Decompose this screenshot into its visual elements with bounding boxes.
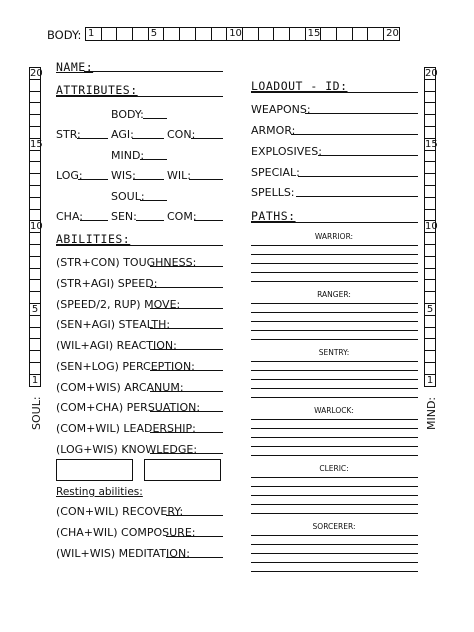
soul-track-cell[interactable]: 20 — [30, 68, 43, 79]
ability-label: (COM+WIL) LEADERSHIP: — [56, 422, 196, 435]
loadout-rule — [251, 92, 418, 93]
body-track-cell[interactable] — [368, 28, 384, 40]
soul-track-cell[interactable] — [30, 328, 40, 340]
path-line[interactable] — [251, 446, 418, 447]
body-track-cell[interactable]: 10 — [229, 28, 242, 39]
loadout-field[interactable] — [298, 176, 418, 177]
blank-box-left[interactable] — [56, 459, 133, 481]
mind-track-cell[interactable]: 5 — [426, 303, 434, 315]
path-line[interactable] — [251, 477, 418, 478]
mind-track-cell[interactable] — [425, 174, 435, 186]
loadout-label: EXPLOSIVES: — [251, 145, 322, 158]
ability-field[interactable] — [150, 266, 223, 267]
agi-field[interactable] — [132, 138, 164, 139]
mind-label: MIND: — [111, 149, 145, 162]
soul-field[interactable] — [140, 200, 167, 201]
mind-track-cell[interactable]: 20 — [425, 68, 438, 79]
soul-track-cell[interactable] — [30, 280, 40, 292]
soul-track-cell[interactable]: 1 — [31, 374, 39, 386]
mind-track-cell[interactable] — [425, 80, 435, 92]
soul-track-cell[interactable] — [30, 292, 40, 304]
mind-track-cell[interactable]: 1 — [426, 374, 434, 386]
cha-label: CHA: — [56, 210, 83, 223]
mind-track-cell[interactable] — [425, 257, 435, 269]
soul-track-cell[interactable] — [30, 269, 40, 281]
ability-label: (SPEED/2, RUP) MOVE: — [56, 298, 181, 311]
abilities-heading: ABILITIES: — [56, 232, 131, 246]
path-line[interactable] — [251, 339, 418, 340]
mind-track-cell[interactable]: 10 — [425, 221, 438, 233]
path-line[interactable] — [251, 303, 418, 304]
path-title: SENTRY: — [318, 348, 350, 357]
soul-track[interactable] — [29, 67, 41, 387]
soul-track-cell[interactable]: 5 — [31, 303, 39, 315]
mind-field[interactable] — [140, 159, 167, 160]
loadout-field[interactable] — [291, 134, 418, 135]
ability-field[interactable] — [150, 370, 223, 371]
body-track-cell[interactable] — [196, 28, 212, 40]
path-title: WARLOCK: — [314, 406, 354, 415]
ability-label: (COM+WIS) ARCANUM: — [56, 381, 184, 394]
sen-label: SEN: — [111, 210, 137, 223]
mind-track-cell[interactable] — [425, 127, 435, 139]
mind-track-cell[interactable]: 15 — [425, 138, 438, 150]
path-line[interactable] — [251, 455, 418, 456]
body-track-cell[interactable]: 15 — [307, 28, 321, 39]
soul-track-cell[interactable] — [30, 92, 40, 104]
path-title: CLERIC: — [319, 464, 349, 473]
paths-rule — [251, 222, 418, 223]
mind-track-cell[interactable] — [425, 363, 435, 375]
sen-field[interactable] — [136, 220, 164, 221]
wis-label: WIS: — [111, 169, 136, 182]
soul-track-cell[interactable] — [30, 174, 40, 186]
body-track-cell[interactable] — [117, 28, 133, 40]
path-line[interactable] — [251, 370, 418, 371]
path-title: RANGER: — [317, 290, 351, 299]
path-line[interactable] — [251, 321, 418, 322]
soul-track-cell[interactable] — [30, 245, 40, 257]
body-track-cell[interactable]: 20 — [386, 28, 399, 39]
path-line[interactable] — [251, 553, 418, 554]
path-line[interactable] — [251, 535, 418, 536]
com-field[interactable] — [194, 220, 223, 221]
path-line[interactable] — [251, 428, 418, 429]
paths-heading: PATHS: — [251, 209, 296, 223]
loadout-field[interactable] — [305, 113, 418, 114]
loadout-label: ARMOR: — [251, 124, 296, 137]
soul-track-cell[interactable] — [30, 233, 40, 245]
mind-track-cell[interactable] — [425, 328, 435, 340]
ability-field[interactable] — [150, 453, 223, 454]
resting-ability-field[interactable] — [166, 536, 223, 537]
mind-track-cell[interactable] — [425, 103, 435, 115]
path-line[interactable] — [251, 419, 418, 420]
path-line[interactable] — [251, 361, 418, 362]
ability-label: (STR+AGI) SPEED: — [56, 277, 158, 290]
ability-field[interactable] — [150, 432, 223, 433]
path-line[interactable] — [251, 254, 418, 255]
path-line[interactable] — [251, 562, 418, 563]
body-track-cell[interactable] — [353, 28, 369, 40]
con-label: CON: — [167, 128, 196, 141]
body-field[interactable] — [143, 118, 167, 119]
soul-track-cell[interactable] — [30, 198, 40, 210]
path-line[interactable] — [251, 544, 418, 545]
log-field[interactable] — [78, 179, 108, 180]
mind-track-cell[interactable] — [425, 292, 435, 304]
soul-track-cell[interactable] — [30, 103, 40, 115]
path-line[interactable] — [251, 263, 418, 264]
path-line[interactable] — [251, 388, 418, 389]
wil-label: WIL: — [167, 169, 191, 182]
path-line[interactable] — [251, 312, 418, 313]
ability-field[interactable] — [150, 287, 223, 288]
resting-ability-label: (CON+WIL) RECOVERY: — [56, 505, 184, 518]
path-line[interactable] — [251, 495, 418, 496]
path-line[interactable] — [251, 513, 418, 514]
path-line[interactable] — [251, 245, 418, 246]
resting-ability-label: (WIL+WIS) MEDITATION: — [56, 547, 190, 560]
loadout-field[interactable] — [318, 155, 418, 156]
resting-ability-field[interactable] — [166, 557, 223, 558]
loadout-label: WEAPONS: — [251, 103, 311, 116]
agi-label: AGI: — [111, 128, 134, 141]
mind-track-cell[interactable] — [425, 316, 435, 328]
mind-track-cell[interactable] — [425, 280, 435, 292]
soul-track-cell[interactable]: 15 — [30, 138, 43, 150]
mind-track-label: MIND: — [425, 396, 438, 430]
resting-heading: Resting abilities: — [56, 486, 143, 498]
body-track-cell[interactable] — [337, 28, 353, 40]
ability-label: (STR+CON) TOUGHNESS: — [56, 256, 197, 269]
body-track-cell[interactable] — [259, 28, 275, 40]
con-field[interactable] — [191, 138, 223, 139]
mind-track-cell[interactable] — [425, 151, 435, 163]
soul-track-cell[interactable] — [30, 210, 40, 222]
soul-track-cell[interactable] — [30, 186, 40, 198]
mind-track-cell[interactable] — [425, 186, 435, 198]
mind-track-cell[interactable] — [425, 162, 435, 174]
log-label: LOG: — [56, 169, 83, 182]
body-track-label: BODY: — [47, 28, 82, 42]
ability-label: (WIL+AGI) REACTION: — [56, 339, 177, 352]
path-line[interactable] — [251, 330, 418, 331]
path-line[interactable] — [251, 437, 418, 438]
soul-track-cell[interactable] — [30, 257, 40, 269]
path-line[interactable] — [251, 272, 418, 273]
loadout-label: SPELLS: — [251, 186, 295, 199]
blank-box-right[interactable] — [144, 459, 221, 481]
body-track-cell[interactable]: 5 — [149, 28, 165, 40]
attributes-heading: ATTRIBUTES: — [56, 83, 138, 97]
resting-ability-field[interactable] — [166, 515, 223, 516]
mind-track-cell[interactable] — [425, 351, 435, 363]
path-line[interactable] — [251, 379, 418, 380]
body-label: BODY: — [111, 108, 144, 121]
body-track-cell[interactable] — [102, 28, 118, 40]
ability-field[interactable] — [150, 411, 223, 412]
com-label: COM: — [167, 210, 197, 223]
body-track-cell[interactable] — [290, 28, 306, 40]
mind-track-cell[interactable] — [425, 269, 435, 281]
resting-ability-label: (CHA+WIL) COMPOSURE: — [56, 526, 196, 539]
mind-track-cell[interactable] — [425, 233, 435, 245]
name-field[interactable] — [84, 71, 223, 72]
soul-track-cell[interactable] — [30, 351, 40, 363]
body-track-cell[interactable] — [274, 28, 290, 40]
path-line[interactable] — [251, 397, 418, 398]
body-track-cell[interactable] — [180, 28, 196, 40]
str-field[interactable] — [77, 138, 108, 139]
mind-track-cell[interactable] — [425, 245, 435, 257]
soul-track-cell[interactable] — [30, 115, 40, 127]
str-label: STR: — [56, 128, 81, 141]
body-track[interactable] — [85, 27, 400, 41]
loadout-label: SPECIAL: — [251, 166, 300, 179]
mind-track-cell[interactable] — [425, 115, 435, 127]
body-track-cell[interactable] — [164, 28, 180, 40]
loadout-field[interactable] — [296, 196, 418, 197]
ability-label: (COM+CHA) PERSUATION: — [56, 401, 201, 414]
ability-field[interactable] — [150, 391, 223, 392]
soul-track-cell[interactable] — [30, 162, 40, 174]
soul-track-cell[interactable] — [30, 127, 40, 139]
mind-track-cell[interactable] — [425, 210, 435, 222]
body-track-cell[interactable] — [133, 28, 149, 40]
ability-field[interactable] — [150, 328, 223, 329]
path-title: SORCERER: — [312, 522, 356, 531]
ability-label: (SEN+AGI) STEALTH: — [56, 318, 171, 331]
loadout-heading: LOADOUT - ID: — [251, 79, 348, 93]
ability-label: (SEN+LOG) PERCEPTION: — [56, 360, 195, 373]
body-track-cell[interactable] — [321, 28, 337, 40]
body-track-cell[interactable]: 1 — [86, 28, 102, 40]
mind-track[interactable] — [424, 67, 436, 387]
soul-track-label: SOUL: — [30, 396, 43, 430]
path-title: WARRIOR: — [314, 232, 354, 241]
soul-track-cell[interactable] — [30, 151, 40, 163]
body-track-cell[interactable] — [243, 28, 259, 40]
soul-label: SOUL: — [111, 190, 145, 203]
soul-track-cell[interactable]: 10 — [30, 221, 43, 233]
path-line[interactable] — [251, 571, 418, 572]
path-line[interactable] — [251, 281, 418, 282]
mind-track-cell[interactable] — [425, 92, 435, 104]
mind-track-cell[interactable] — [425, 198, 435, 210]
soul-track-cell[interactable] — [30, 363, 40, 375]
ability-field[interactable] — [150, 349, 223, 350]
soul-track-cell[interactable] — [30, 339, 40, 351]
soul-track-cell[interactable] — [30, 316, 40, 328]
path-line[interactable] — [251, 486, 418, 487]
wil-field[interactable] — [189, 179, 223, 180]
mind-track-cell[interactable] — [425, 339, 435, 351]
body-track-cell[interactable] — [212, 28, 228, 40]
path-line[interactable] — [251, 504, 418, 505]
ability-field[interactable] — [150, 308, 223, 309]
cha-field[interactable] — [80, 220, 108, 221]
ability-label: (LOG+WIS) KNOWLEDGE: — [56, 443, 198, 456]
wis-field[interactable] — [133, 179, 164, 180]
abilities-rule — [56, 245, 223, 246]
soul-track-cell[interactable] — [30, 80, 40, 92]
name-label: NAME: — [56, 60, 94, 74]
attributes-rule — [56, 96, 223, 97]
